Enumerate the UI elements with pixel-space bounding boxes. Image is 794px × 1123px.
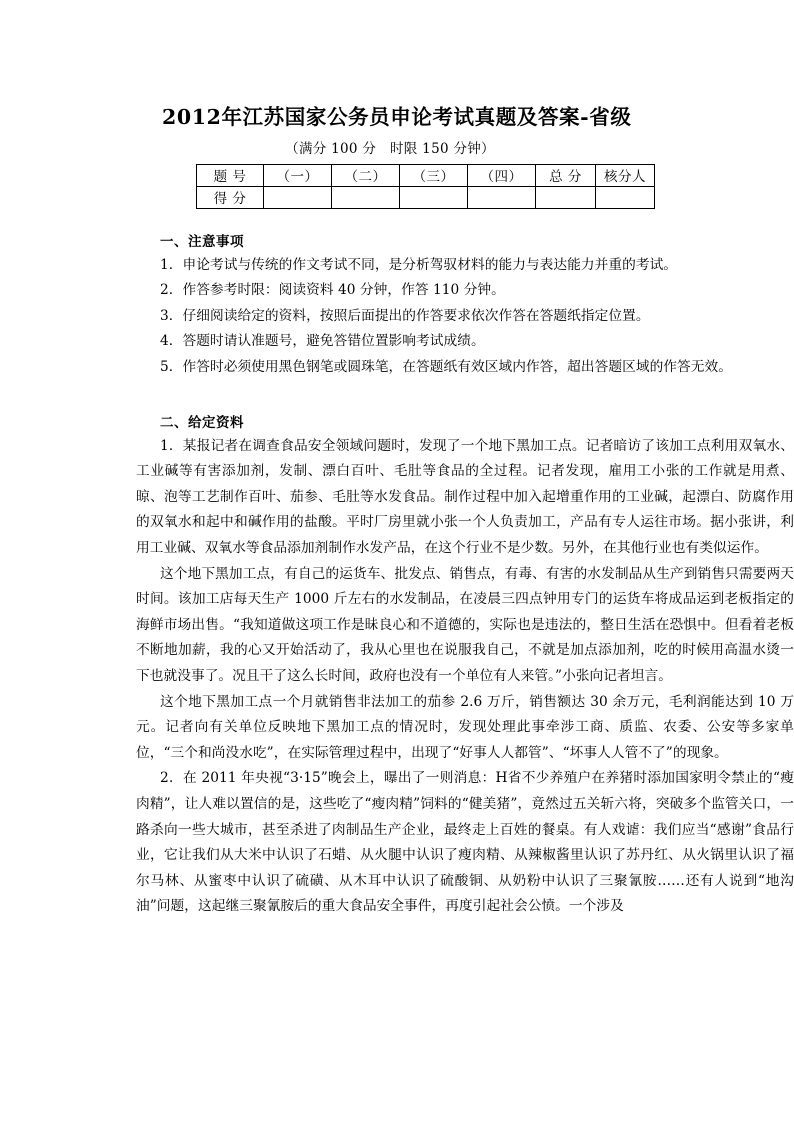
page-title: 2012年江苏国家公务员申论考试真题及答案-省级 [162,105,632,129]
table-header-q2: （二） [332,164,400,186]
material-paragraph-4: 2．在 2011 年央视“3·15”晚会上，曝出了一则消息：H省不少养殖户在养猪时添加国家明令禁止的“瘦肉精”，让人难以置信的是，这些吃了“瘦肉精”饲料的“健美猪”，竟然过五关斩六将，突破多个监管关口，一路杀向一些大城市，甚至杀进了肉制品生产企业，最终走上百姓的餐桌。有人戏谑：我们应当“感谢”食品行业，它让我们从大米中认识了石蜡、从火腿中认识了瘦肉精、从辣椒酱里认识了苏丹红、从火锅里认识了福尔马林、从蜜枣中认识了硫磺、从木耳中认识了硫酸铜、从奶粉中认识了三聚氰胺……还有人说到“地沟油”问题，这起继三聚氰胺后的重大食品安全事件，再度引起社会公愤。一个涉及 [136,770,794,915]
table-row [197,186,655,208]
material-paragraph-1: 1．某报记者在调查食品安全领域问题时，发现了一个地下黑加工点。记者暗访了该加工点利用双氧水、工业碱等有害添加剂，发制、漂白百叶、毛肚等食品的全过程。记者发现，雇用工小张的工作就是用煮、晾、泡等工艺制作百叶、茄参、毛肚等水发食品。制作过程中加入起增重作用的工业碱，起漂白、防腐作用的双氧水和起中和碱作用的盐酸。平时厂房里就小张一个人负责加工，产品有专人运往市场。据小张讲，利用工业碱、双氧水等食品添加剂制作水发产品，在这个行业不是少数。另外，在其他行业也有类似运作。 [136,437,794,556]
page-content [136,104,794,920]
table-header-q3: （三） [400,164,468,186]
table-label-score: 得 分 [197,186,264,208]
score-cell-total[interactable] [536,186,596,208]
material-paragraph-3: 这个地下黑加工点一个月就销售非法加工的茄参 2.6 万斤，销售额达 30 余万元，毛利润能达到 10 万元。记者向有关单位反映地下黑加工点的情况时，发现处理此事牵涉工商、质监、农委、公安等多家单位，“三个和尚没水吃”，在实际管理过程中，出现了“好事人人都管”、“坏事人人管不了”的现象。 [136,693,794,761]
exam-score-time-subtitle: （满分 100 分 时限 150 分钟） [285,140,495,157]
score-table-wrapper [196,164,794,209]
material-paragraph-2: 这个地下黑加工点，有自己的运货车、批发点、销售点，有毒、有害的水发制品从生产到销售只需要两天时间。该加工店每天生产 1000 斤左右的水发制品，在凌晨三四点钟用专门的运货车将成品运到老板指定的海鲜市场出售。“我知道做这项工作是昧良心和不道德的，实际也是违法的，整日生活在恐惧中。但看着老板不断地加薪，我的心又开始活动了，我从心里也在说服我自己，不就是加点添加剂，吃的时候用高温水烫一下也就没事了。况且干了这么长时间，政府也没有一个单位有人来管。”小张向记者坦言。 [136,565,794,684]
table-header-total: 总 分 [536,164,596,186]
score-cell-q4[interactable] [468,186,536,208]
section-heading-materials: 二、给定资料 [160,414,244,431]
score-cell-checker[interactable] [596,186,655,208]
score-cell-q3[interactable] [400,186,468,208]
notice-item-3: 3．仔细阅读给定的资料，按照后面提出的作答要求依次作答在答题纸指定位置。 [160,307,650,324]
score-cell-q2[interactable] [332,186,400,208]
notice-item-1: 1．申论考试与传统的作文考试不同，是分析驾驭材料的能力与表达能力并重的考试。 [160,256,678,273]
table-row [197,164,655,186]
table-header-q4: （四） [468,164,536,186]
notice-item-2: 2．作答参考时限：阅读资料 40 分钟，作答 110 分钟。 [160,282,505,299]
table-header-question-number: 题 号 [197,164,264,186]
section-heading-notices: 一、注意事项 [160,233,244,250]
score-table [196,164,655,209]
notice-item-4: 4．答题时请认准题号，避免答错位置影响考试成绩。 [160,333,485,350]
score-cell-q1[interactable] [264,186,332,208]
table-header-checker: 核分人 [596,164,655,186]
table-header-q1: （一） [264,164,332,186]
notice-item-5: 5．作答时必须使用黑色钢笔或圆珠笔，在答题纸有效区域内作答，超出答题区域的作答无效。 [160,359,732,376]
